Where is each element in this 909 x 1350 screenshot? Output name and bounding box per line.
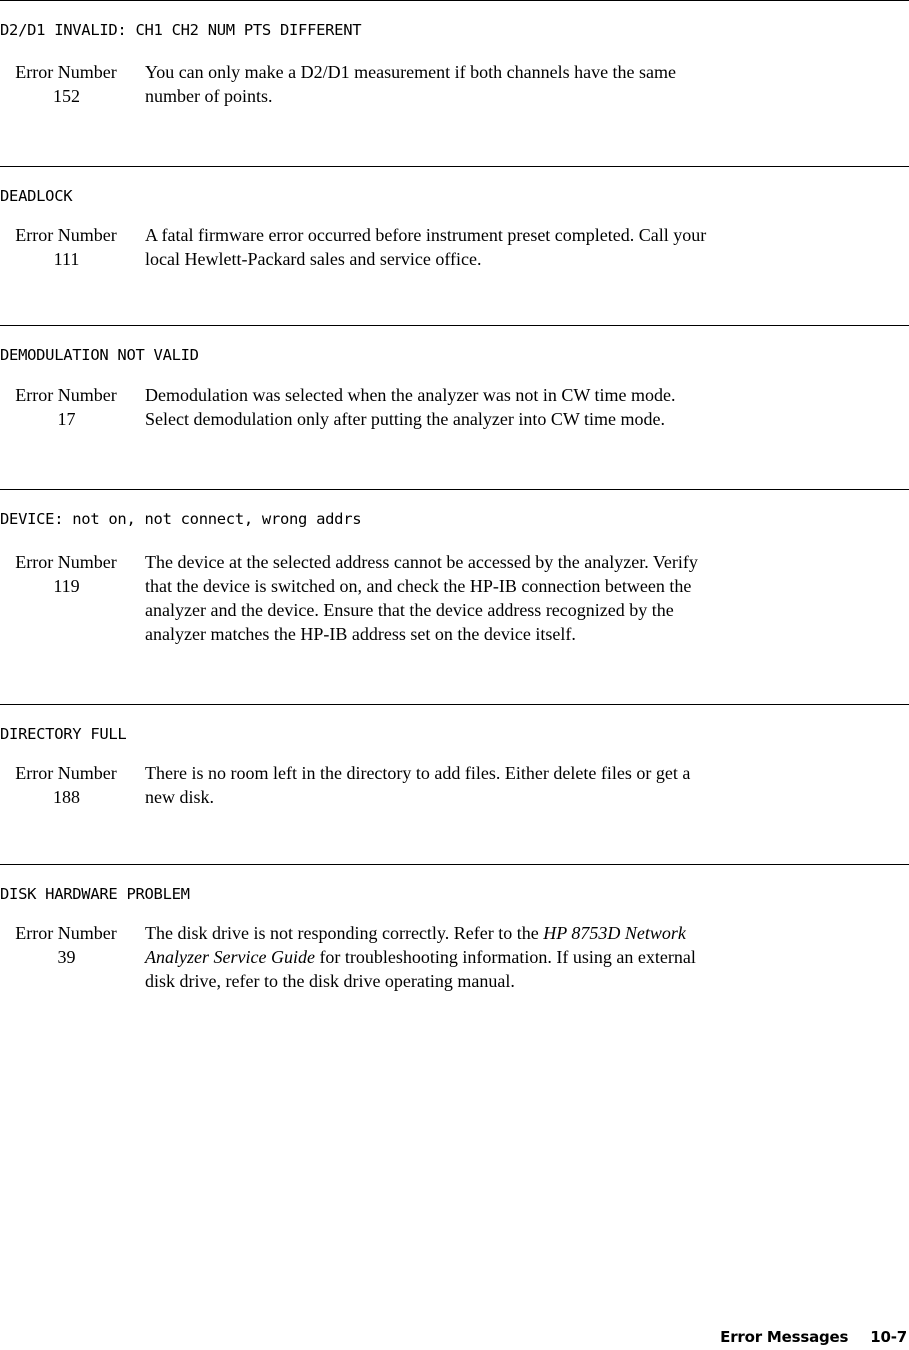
error-number-label: Error Number (15, 552, 117, 572)
error-entry-device-not-on (0, 489, 909, 704)
error-number-label: Error Number (15, 62, 117, 82)
error-entry-deadlock (0, 166, 909, 325)
error-number-label: Error Number (15, 923, 117, 943)
error-number-value: 152 (53, 86, 80, 106)
error-heading: DEMODULATION NOT VALID (0, 346, 199, 364)
description-line: disk drive, refer to the disk drive operating manual. (145, 971, 515, 991)
error-heading: DEADLOCK (0, 187, 73, 205)
error-heading: DEVICE: not on, not connect, wrong addrs (0, 510, 362, 528)
description-line: You can only make a D2/D1 measurement if both channels have the same (145, 62, 677, 82)
error-entry-demodulation-not-valid (0, 325, 909, 489)
error-number-value: 119 (53, 576, 80, 596)
error-number-value: 111 (53, 249, 80, 269)
error-number-block (0, 223, 132, 271)
error-number-block (0, 383, 132, 431)
error-number-block (0, 550, 132, 598)
description-line (145, 945, 895, 969)
description-line: There is no room left in the directory to add files. Either delete files or get a (145, 763, 691, 783)
error-description (145, 921, 895, 993)
manual-title-italic: HP 8753D Network (543, 923, 686, 943)
error-heading: DISK HARDWARE PROBLEM (0, 885, 190, 903)
description-line: Select demodulation only after putting the analyzer into CW time mode. (145, 409, 666, 429)
description-line: A fatal firmware error occurred before instrument preset completed. Call your (145, 225, 707, 245)
error-number-value: 188 (53, 787, 80, 807)
error-description (145, 383, 895, 431)
error-number-block (0, 60, 132, 108)
description-text: The disk drive is not responding correctly. Refer to the (145, 923, 544, 943)
error-number-value: 39 (57, 947, 76, 967)
page-footer (720, 1328, 907, 1346)
description-line: new disk. (145, 787, 214, 807)
description-line: number of points. (145, 86, 273, 106)
description-text: for troubleshooting information. If using an external (314, 947, 696, 967)
error-entry-disk-hardware-problem (0, 864, 909, 1045)
error-description (145, 223, 895, 271)
error-description (145, 550, 895, 646)
description-line: Demodulation was selected when the analyzer was not in CW time mode. (145, 385, 676, 405)
error-number-block (0, 761, 132, 809)
description-line: that the device is switched on, and check the HP-IB connection between the (145, 576, 692, 596)
manual-title-italic: Analyzer Service Guide (145, 947, 315, 967)
description-line (145, 921, 895, 945)
error-number-label: Error Number (15, 763, 117, 783)
error-number-block (0, 921, 132, 969)
description-line: local Hewlett-Packard sales and service office. (145, 249, 482, 269)
page-number: 10-7 (870, 1328, 907, 1346)
error-number-value: 17 (57, 409, 76, 429)
description-line: analyzer and the device. Ensure that the device address recognized by the (145, 600, 674, 620)
error-description (145, 60, 895, 108)
error-entry-d2d1-invalid (0, 0, 909, 166)
error-number-label: Error Number (15, 385, 117, 405)
error-heading: DIRECTORY FULL (0, 725, 127, 743)
description-line: analyzer matches the HP-IB address set on the device itself. (145, 624, 576, 644)
error-heading: D2/D1 INVALID: CH1 CH2 NUM PTS DIFFERENT (0, 21, 362, 39)
description-line: The device at the selected address cannot be accessed by the analyzer. Verify (145, 552, 698, 572)
error-description (145, 761, 895, 809)
footer-section-title: Error Messages (720, 1328, 849, 1346)
error-entry-directory-full (0, 704, 909, 864)
error-number-label: Error Number (15, 225, 117, 245)
